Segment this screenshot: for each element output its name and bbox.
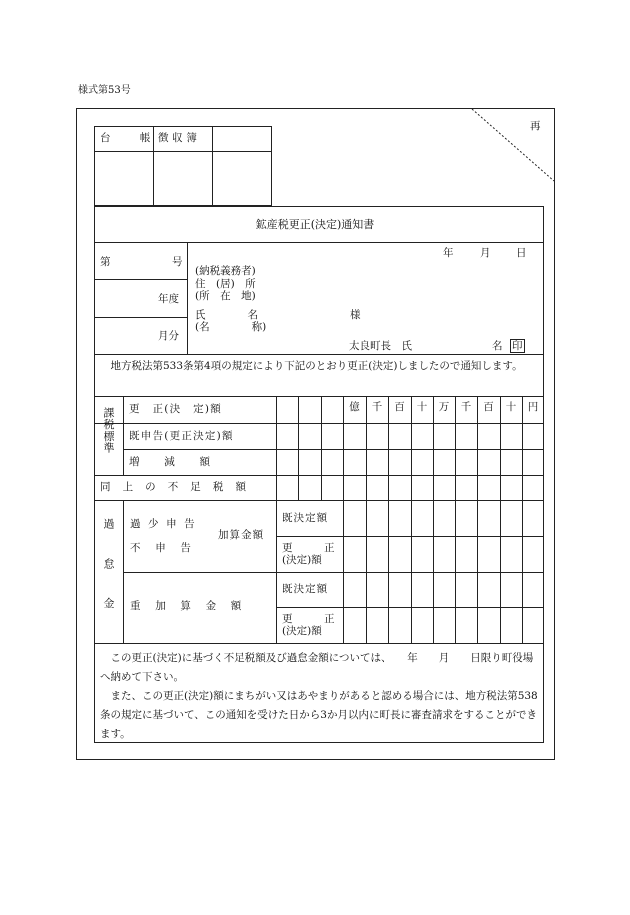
digit-header: 万: [438, 401, 450, 413]
digit-header: 百: [394, 401, 405, 413]
digit-header: 円: [527, 401, 539, 413]
kasho-label: 過 少 申 告: [130, 518, 197, 530]
digit-header: 十: [505, 401, 517, 413]
fiscal-year-label: 年度: [158, 293, 179, 305]
address-label: 住 (居) 所: [195, 278, 256, 290]
tax-standard-label: 課税標準: [102, 407, 115, 454]
sama-label: 様: [350, 309, 361, 321]
form-title: 鉱産税更正(決定)通知書: [255, 218, 375, 231]
date-month: 月: [480, 247, 491, 259]
standard-row-label: 増 減 額: [129, 456, 212, 468]
date-day: 日: [516, 247, 527, 259]
address-label-sub: (所 在 地): [195, 290, 256, 302]
seal-icon: 印: [512, 340, 523, 352]
digit-header: 億: [349, 401, 360, 413]
kasan-label: 加算金額: [218, 529, 265, 541]
kikettei-label: 既決定額: [282, 583, 329, 595]
number-suffix: 号: [172, 256, 183, 268]
name-label-sub: (名 称): [195, 321, 267, 333]
kettei-label: (決定)額: [282, 554, 322, 566]
juka-label: 重 加 算 金 額: [130, 600, 244, 612]
date-year: 年: [443, 247, 454, 259]
standard-row-label: 更 正(決 定)額: [129, 403, 223, 415]
mayor-label: 太良町長 氏: [349, 340, 412, 352]
fushin-label: 不 申 告: [130, 542, 193, 554]
number-prefix: 第: [100, 256, 111, 268]
corner-diagonal: [470, 108, 556, 183]
kettei-label: (決定)額: [282, 625, 322, 637]
digit-header: 千: [460, 401, 472, 413]
ledger-col2: 徴収簿: [158, 132, 201, 144]
penalty-label: 過怠金: [102, 518, 115, 637]
month-label: 月分: [158, 330, 179, 342]
digit-header: 十: [416, 401, 428, 413]
digit-header: 百: [483, 401, 494, 413]
corner-mark: 再: [530, 120, 541, 132]
standard-row-label: 既申告(更正決定)額: [129, 430, 234, 442]
mayor-name-label: 名: [492, 340, 503, 352]
taxpayer-label: (納税義務者): [195, 265, 256, 277]
ledger-col1: 台 帳: [100, 132, 160, 144]
kosei-label: 更 正: [282, 542, 335, 554]
kosei-label: 更 正: [282, 613, 335, 625]
intro-text: 地方税法第533条第4項の規定により下記のとおり更正(決定)しましたので通知します。: [110, 360, 523, 372]
appeal-notice: また、この更正(決定)額にまちがい又はあやまりがあると認める場合には、地方税法第538条の規定に基づいて、この通知を受けた日から3か月以内に町長に審査請求をすることができます。: [100, 690, 538, 740]
name-label: 氏 名: [195, 309, 258, 321]
shortfall-label: 同上の不足税額: [100, 481, 259, 493]
payment-notice: この更正(決定)に基づく不足税額及び過怠金額については、 年 月 日限り町役場へ納めて下さい。: [100, 652, 534, 683]
form-number: 様式第53号: [78, 85, 131, 96]
kikettei-label: 既決定額: [282, 512, 329, 524]
digit-header: 千: [371, 401, 383, 413]
